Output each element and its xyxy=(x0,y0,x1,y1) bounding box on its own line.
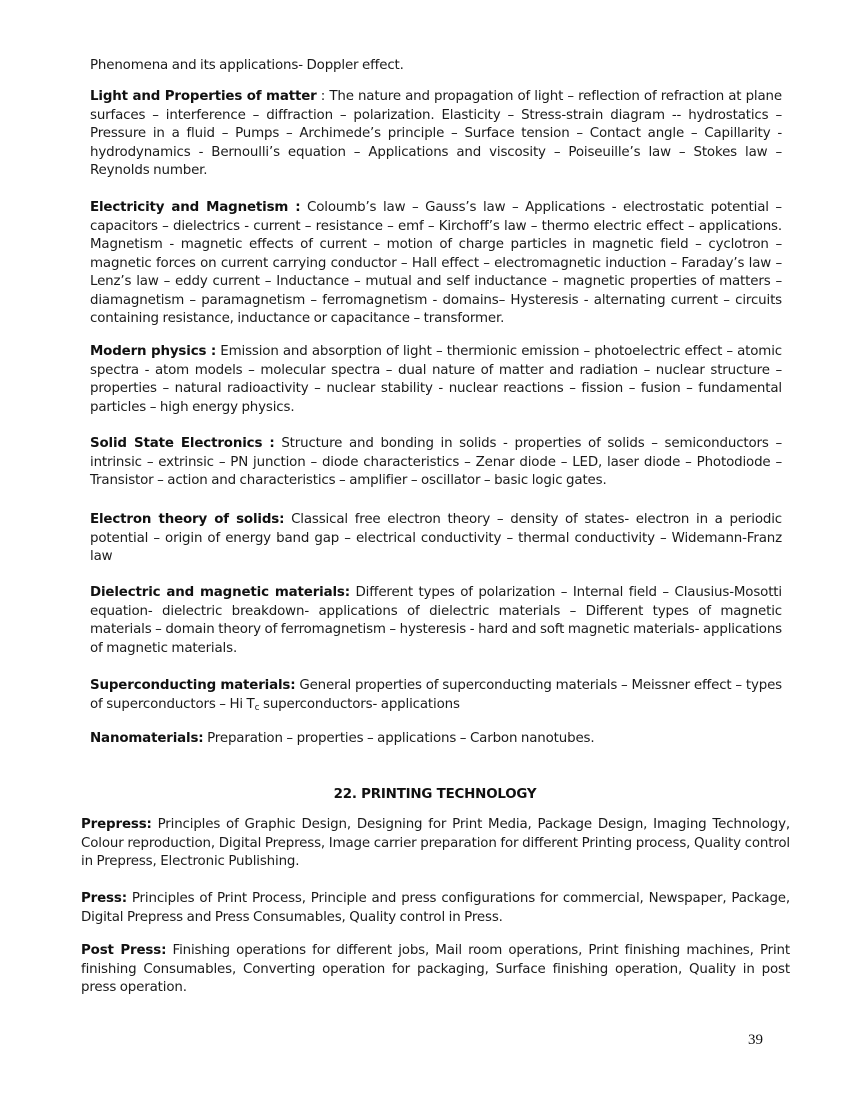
paragraph-light-matter xyxy=(90,88,782,181)
paragraph-superconducting xyxy=(90,677,782,714)
paragraph-solid-state-electronics xyxy=(90,435,782,491)
page-number: 39 xyxy=(748,1032,763,1048)
paragraph-heading: Press: xyxy=(81,891,127,906)
paragraph-heading: Electron theory of solids: xyxy=(90,512,285,527)
paragraph-heading: Prepress: xyxy=(81,817,152,832)
paragraph-nanomaterials xyxy=(90,730,782,749)
subscript-text: c xyxy=(254,702,260,713)
paragraph-text: Structure and bonding in solids - properties of solids – semiconductors – intrinsic – extrinsic – PN junction – diode characteristics – Zenar diode – LED, laser diode – Photodiode – Transistor – action and characteristics – amplifier – oscillator – basic logic gates. xyxy=(90,436,782,488)
paragraph-text: Principles of Print Process, Principle and press configurations for commercial, Newspaper, Package, Digital Prepress and Press Consumables, Quality control in Press. xyxy=(81,891,790,925)
paragraph-heading: Nanomaterials: xyxy=(90,731,204,746)
paragraph-prepress xyxy=(81,816,790,872)
paragraph-text: Preparation – properties – applications – Carbon nanotubes. xyxy=(203,731,595,746)
paragraph-dielectric-magnetic xyxy=(90,584,782,658)
paragraph-text: Principles of Graphic Design, Designing for Print Media, Package Design, Imaging Technology, Colour reproduction, Digital Prepress, Image carrier preparation for different Printing process, Quality control in Prepress, Electronic Publishing. xyxy=(81,817,790,869)
paragraph-text: General properties of superconducting materials – Meissner effect – types of superconductors – Hi T xyxy=(90,678,782,712)
paragraph-electron-theory xyxy=(90,511,782,567)
paragraph-text: Emission and absorption of light – thermionic emission – photoelectric effect – atomic spectra - atom models – molecular spectra – dual nature of matter and radiation – nuclear structure – properties – natural radioactivity – nuclear stability - nuclear reactions – fission – fusion – fundamental particles – high energy physics. xyxy=(90,344,782,415)
paragraph-heading: Light and Properties of matter xyxy=(90,89,317,104)
paragraph-text: : The nature and propagation of light – reflection of refraction at plane surfaces – interference – diffraction – polarization. Elasticity – Stress-strain diagram -- hydrostatics – Pressure in a fluid – Pumps – Archimede’s principle – Surface tension – Contact angle – Capillarity - hydrodynamics - Bernoulli’s equation – Applications and viscosity – Poiseuille’s law – Stokes law – Reynolds number. xyxy=(90,89,782,178)
paragraph-text: Finishing operations for different jobs, Mail room operations, Print finishing machines, Print finishing Consumables, Converting operation for packaging, Surface finishing operation, Quality in post press operation. xyxy=(81,943,790,995)
paragraph-text: Classical free electron theory – density of states- electron in a periodic potential – origin of energy band gap – electrical conductivity – thermal conductivity – Widemann-Franz law xyxy=(90,512,782,564)
paragraph-heading: Dielectric and magnetic materials: xyxy=(90,585,350,600)
paragraph-text: superconductors- applications xyxy=(259,696,460,712)
paragraph-heading: Solid State Electronics : xyxy=(90,436,275,451)
paragraph-heading: Modern physics : xyxy=(90,344,217,359)
paragraph-heading: Post Press: xyxy=(81,943,167,958)
paragraph-electricity-magnetism xyxy=(90,199,782,329)
paragraph-text: Different types of polarization – Internal field – Clausius-Mosotti equation- dielectric breakdown- applications of dielectric materials – Different types of magnetic materials – domain theory of ferromagnetism – hysteresis - hard and soft magnetic materials- applications of magnetic materials. xyxy=(90,585,782,656)
section-title: 22. PRINTING TECHNOLOGY xyxy=(333,787,537,802)
paragraph-heading: Electricity and Magnetism : xyxy=(90,200,301,215)
paragraph-text: Phenomena and its applications- Doppler effect. xyxy=(90,58,404,73)
paragraph-modern-physics xyxy=(90,343,782,417)
paragraph-heading: Superconducting materials: xyxy=(90,678,296,693)
paragraph-doppler xyxy=(90,57,782,76)
paragraph-post-press xyxy=(81,942,790,998)
paragraph-text: Coloumb’s law – Gauss’s law – Applications - electrostatic potential – capacitors – dielectrics - current – resistance – emf – Kirchoff’s law – thermo electric effect – applications. Magnetism - magnetic effects of current – motion of charge particles in magnetic field – cyclotron – magnetic forces on current carrying conductor – Hall effect – electromagnetic induction – Faraday’s law – Lenz’s law – eddy current – Inductance – mutual and self inductance – magnetic properties of matters – diamagnetism – paramagnetism – ferromagnetism - domains– Hysteresis - alternating current – circuits containing resistance, inductance or capacitance – transformer. xyxy=(90,200,782,326)
paragraph-press xyxy=(81,890,790,927)
